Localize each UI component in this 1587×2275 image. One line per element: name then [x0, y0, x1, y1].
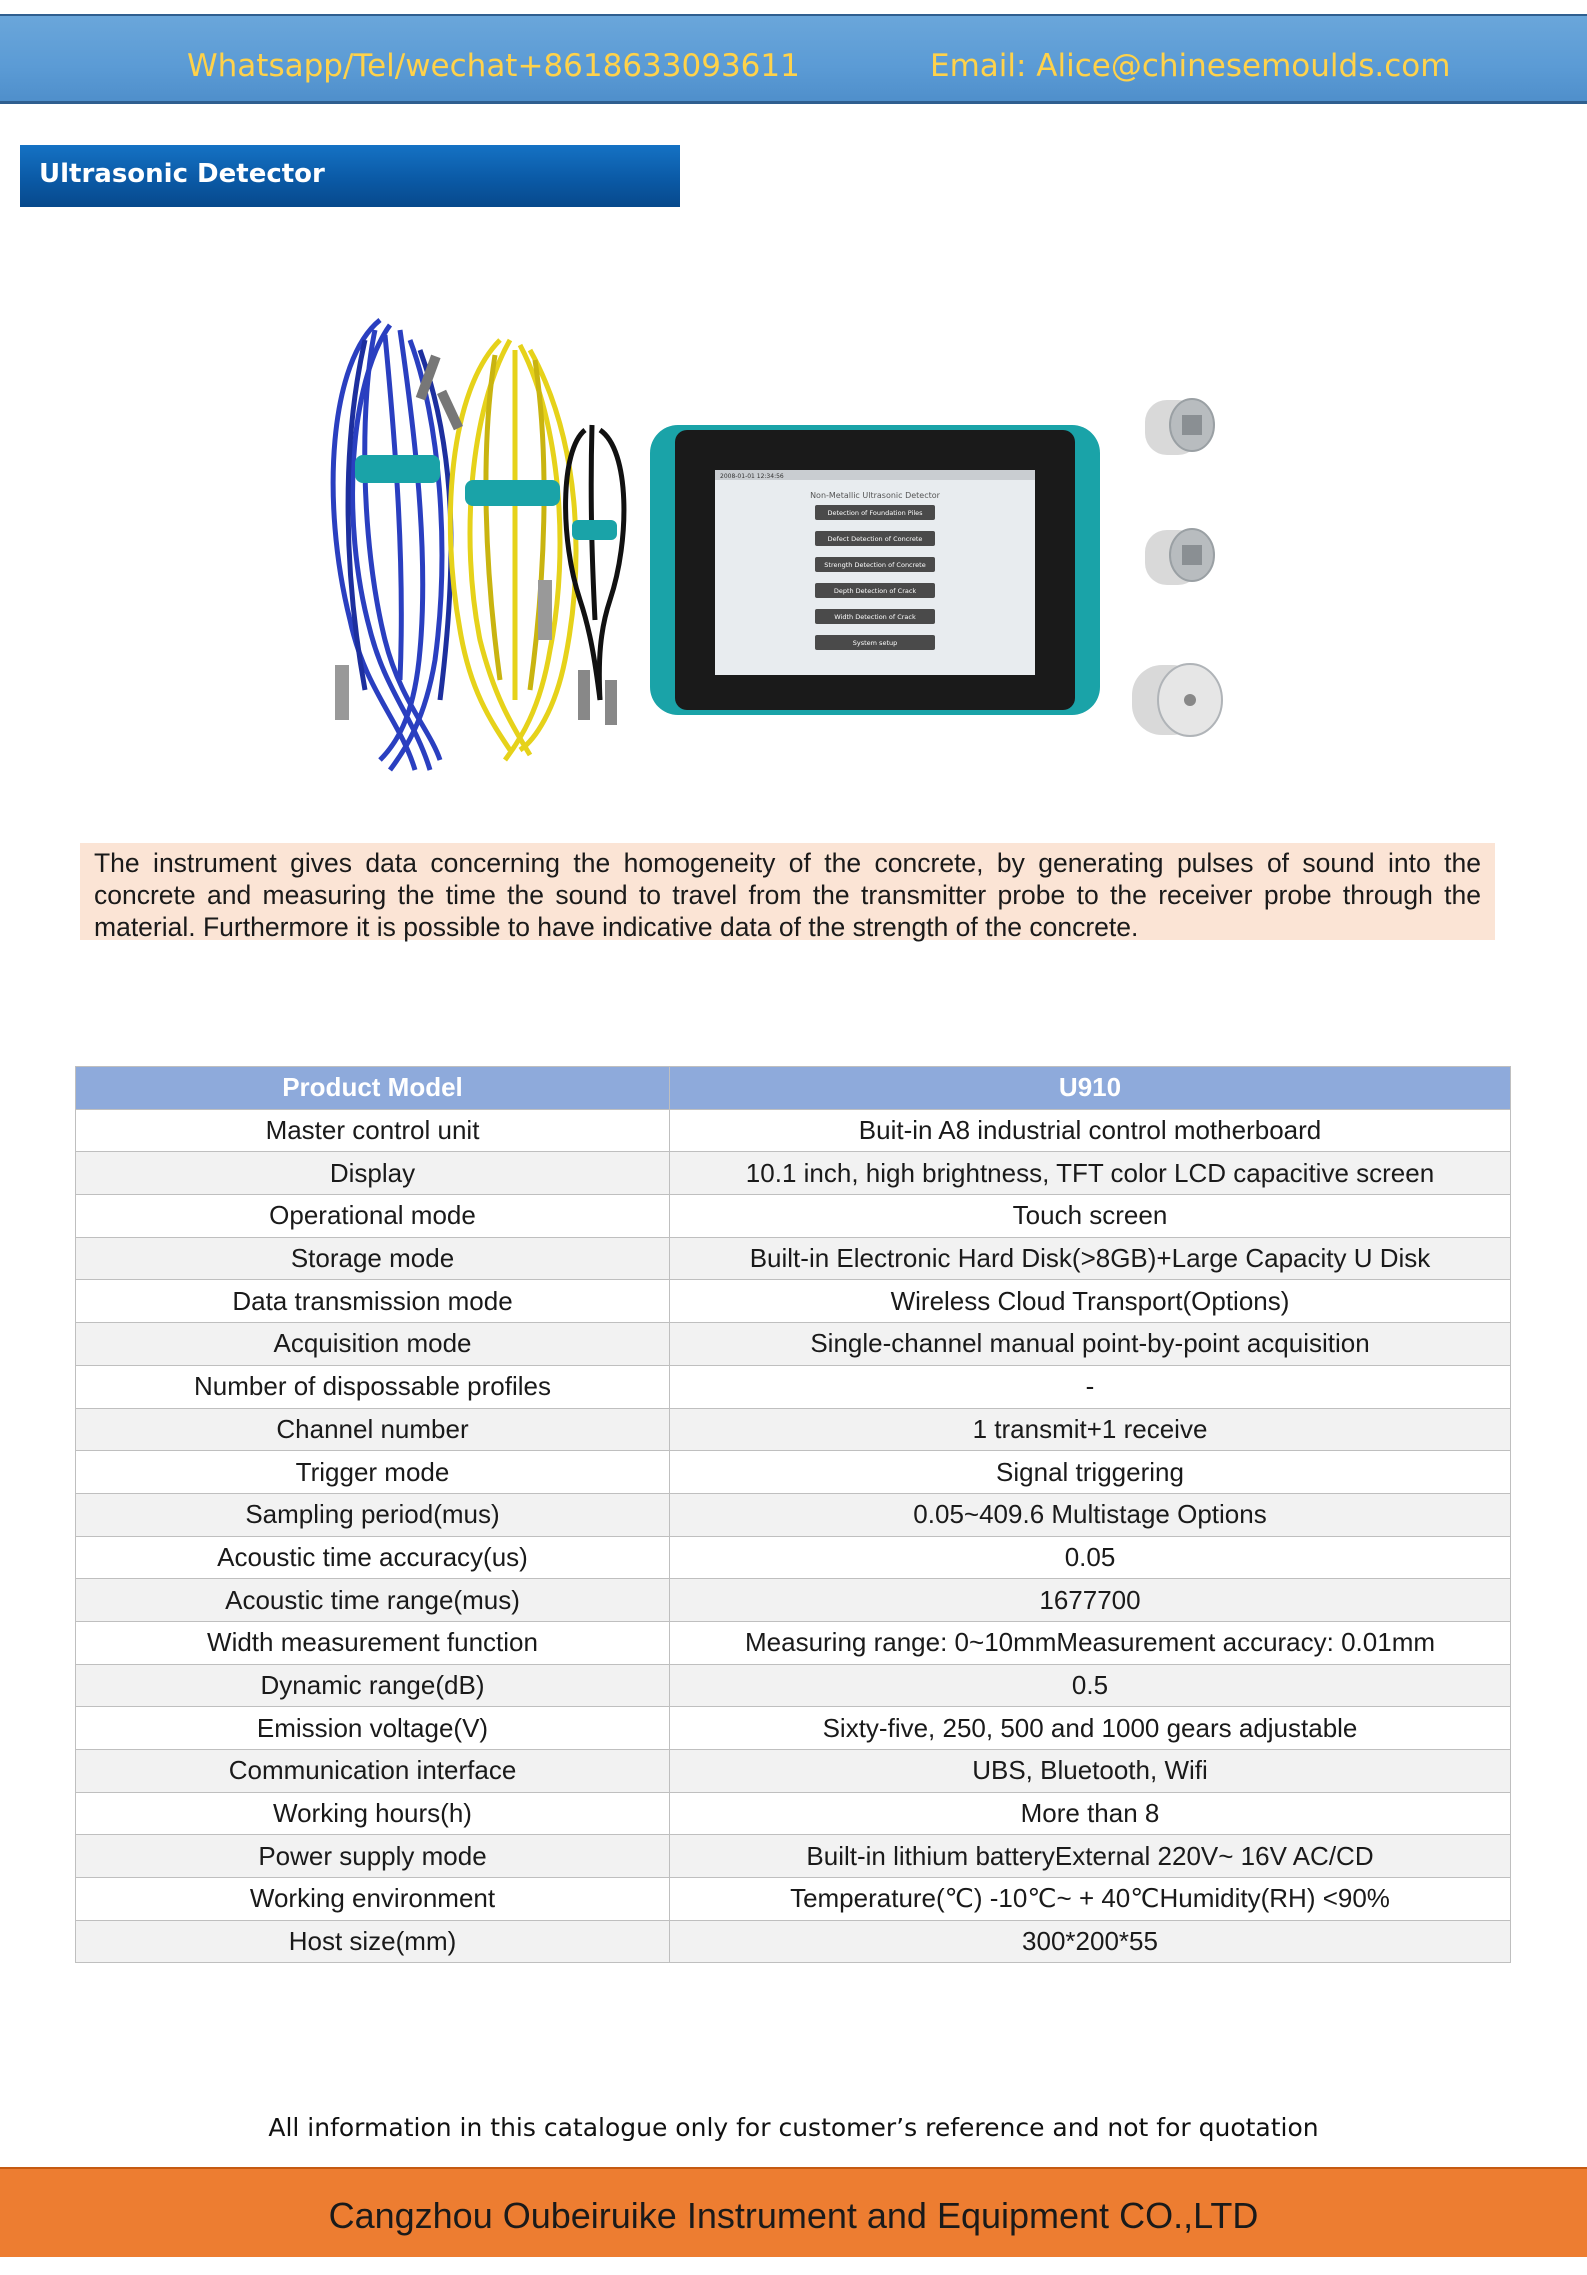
section-title: Ultrasonic Detector [20, 145, 680, 207]
contact-email: Email: Alice@chinesemoulds.com [930, 48, 1451, 84]
spec-value: Signal triggering [670, 1451, 1511, 1494]
spec-label: Working environment [76, 1878, 670, 1921]
spec-value: More than 8 [670, 1792, 1511, 1835]
spec-label: Emission voltage(V) [76, 1707, 670, 1750]
spec-label: Power supply mode [76, 1835, 670, 1878]
spec-value: 300*200*55 [670, 1920, 1511, 1963]
spec-value: 0.05~409.6 Multistage Options [670, 1493, 1511, 1536]
table-row [76, 1536, 1511, 1579]
yellow-cable-strap-icon [465, 480, 560, 506]
spec-label: Storage mode [76, 1237, 670, 1280]
contact-header-bar [0, 14, 1587, 104]
table-row [76, 1664, 1511, 1707]
table-row [76, 1920, 1511, 1963]
spec-label: Acoustic time range(mus) [76, 1579, 670, 1622]
spec-value: Measuring range: 0~10mmMeasurement accuracy: 0.01mm [670, 1621, 1511, 1664]
table-row [76, 1750, 1511, 1793]
table-row [76, 1237, 1511, 1280]
spec-value: 1677700 [670, 1579, 1511, 1622]
spec-label: Operational mode [76, 1195, 670, 1238]
spec-value: Built-in Electronic Hard Disk(>8GB)+Large Capacity U Disk [670, 1237, 1511, 1280]
spec-value: 0.5 [670, 1664, 1511, 1707]
intro-paragraph: The instrument gives data concerning the homogeneity of the concrete, by generating pulses of sound into the concrete and measuring the time the sound to travel from the transmitter probe to the receiver probe through the material. Furthermore it is possible to have indicative data of the strength of the concrete. [80, 843, 1495, 940]
device-menu-item: Defect Detection of Concrete [827, 535, 923, 543]
probe-icon [1145, 399, 1214, 455]
spec-label: Channel number [76, 1408, 670, 1451]
table-row [76, 1408, 1511, 1451]
spec-value: Sixty-five, 250, 500 and 1000 gears adjustable [670, 1707, 1511, 1750]
spec-label: Display [76, 1152, 670, 1195]
spec-value: Buit-in A8 industrial control motherboard [670, 1109, 1511, 1152]
spec-value: 1 transmit+1 receive [670, 1408, 1511, 1451]
table-row [76, 1579, 1511, 1622]
contact-phone: Whatsapp/Tel/wechat+8618633093611 [187, 48, 800, 84]
table-row [76, 1621, 1511, 1664]
spec-label: Trigger mode [76, 1451, 670, 1494]
probe-icon [1132, 664, 1222, 736]
table-row [76, 1835, 1511, 1878]
spec-label: Dynamic range(dB) [76, 1664, 670, 1707]
probe-icon [1145, 529, 1214, 585]
spec-value: 0.05 [670, 1536, 1511, 1579]
device-menu-item: Depth Detection of Crack [833, 587, 917, 595]
table-row [76, 1109, 1511, 1152]
table-row [76, 1707, 1511, 1750]
spec-label: Number of dispossable profiles [76, 1365, 670, 1408]
spec-header-model: U910 [670, 1067, 1511, 1110]
spec-value: Touch screen [670, 1195, 1511, 1238]
table-row [76, 1792, 1511, 1835]
spec-label: Width measurement function [76, 1621, 670, 1664]
table-row [76, 1878, 1511, 1921]
device-menu-item: System setup [852, 639, 898, 647]
spec-value: UBS, Bluetooth, Wifi [670, 1750, 1511, 1793]
device-timestamp: 2008-01-01 12:34:56 [720, 473, 784, 480]
table-row [76, 1365, 1511, 1408]
spec-label: Master control unit [76, 1109, 670, 1152]
table-row [76, 1152, 1511, 1195]
spec-value: Temperature(℃) -10℃~ + 40℃Humidity(RH) <90% [670, 1878, 1511, 1921]
spec-label: Data transmission mode [76, 1280, 670, 1323]
table-row [76, 1195, 1511, 1238]
spec-label: Acoustic time accuracy(us) [76, 1536, 670, 1579]
spec-table [75, 1066, 1511, 1963]
table-row [76, 1323, 1511, 1366]
table-row [76, 1493, 1511, 1536]
spec-label: Sampling period(mus) [76, 1493, 670, 1536]
device-menu-item: Detection of Foundation Piles [827, 509, 923, 517]
spec-label: Working hours(h) [76, 1792, 670, 1835]
company-name: Cangzhou Oubeiruike Instrument and Equipment CO.,LTD [328, 2195, 1259, 2236]
spec-value: Built-in lithium batteryExternal 220V~ 16V AC/CD [670, 1835, 1511, 1878]
device-screen-title: Non-Metallic Ultrasonic Detector [810, 491, 940, 500]
product-photo [320, 300, 1250, 780]
device-menu-item: Strength Detection of Concrete [824, 561, 926, 569]
ultrasonic-detector-device-icon [650, 425, 1100, 715]
blue-cable-icon [333, 320, 451, 770]
table-row [76, 1451, 1511, 1494]
spec-label: Communication interface [76, 1750, 670, 1793]
spec-value: Single-channel manual point-by-point acquisition [670, 1323, 1511, 1366]
spec-value: - [670, 1365, 1511, 1408]
spec-value: Wireless Cloud Transport(Options) [670, 1280, 1511, 1323]
yellow-cable-icon [450, 340, 576, 760]
spec-value: 10.1 inch, high brightness, TFT color LCD capacitive screen [670, 1152, 1511, 1195]
spec-label: Host size(mm) [76, 1920, 670, 1963]
spec-label: Acquisition mode [76, 1323, 670, 1366]
disclaimer-text: All information in this catalogue only for customer’s reference and not for quotation [268, 2113, 1319, 2142]
table-row [76, 1280, 1511, 1323]
company-footer-bar [0, 2167, 1587, 2257]
spec-table-header-row [76, 1067, 1511, 1110]
device-menu-item: Width Detection of Crack [834, 613, 916, 621]
spec-header-label: Product Model [76, 1067, 670, 1110]
blue-cable-strap-icon [355, 455, 440, 483]
